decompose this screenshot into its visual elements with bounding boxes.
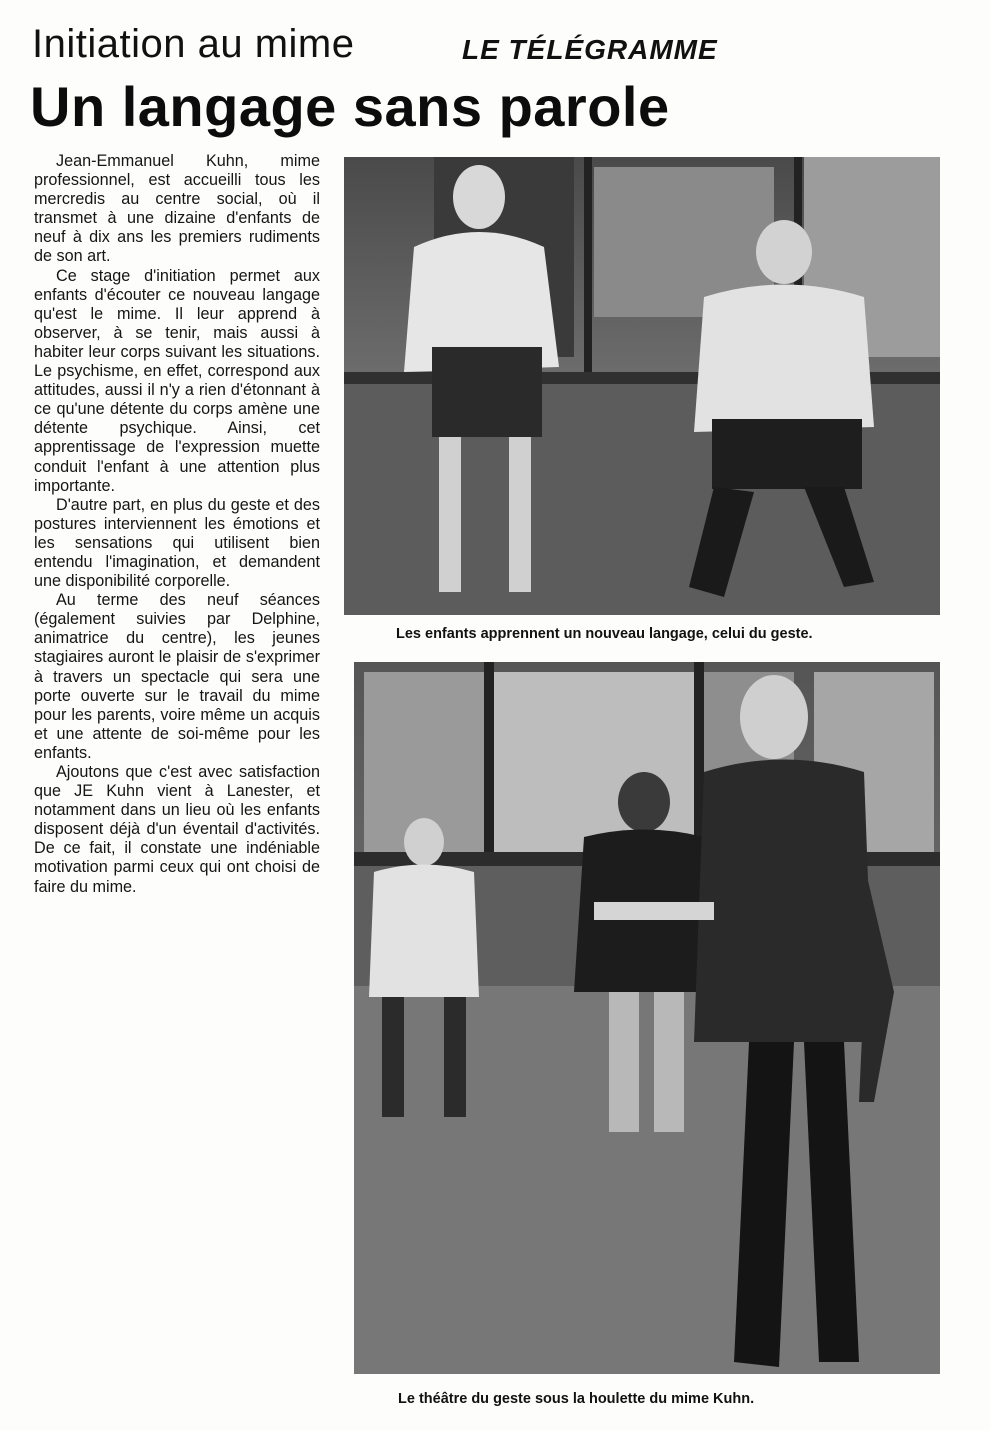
photo-caption-2: Le théâtre du geste sous la houlette du mime Kuhn. xyxy=(398,1391,755,1407)
paragraph-4: Au terme des neuf séances (également suivies par Delphine, animatrice du centre), les jeunes stagiaires auront le plaisir de s'exprimer à travers un spectacle qui sera une porte ouverte sur le travail du mime pour les parents, voire même un acquis et une attente de soi-même pour les enfants. xyxy=(34,591,320,762)
paragraph-5: Ajoutons que c'est avec satisfaction que JE Kuhn vient à Lanester, et notamment dans un lieu où les enfants disposent déjà d'un éventail d'activités. De ce fait, il constate une indéniable motivation parmi ceux qui ont choisi de faire du mime. xyxy=(34,763,320,896)
article-body xyxy=(34,152,320,897)
article-headline: Un langage sans parole xyxy=(30,75,670,138)
photo-caption-1: Les enfants apprennent un nouveau langage, celui du geste. xyxy=(396,626,813,642)
photo-mime-teacher xyxy=(354,662,940,1374)
paragraph-2: Ce stage d'initiation permet aux enfants d'écouter ce nouveau langage qu'est le mime. Il leur apprend à observer, à se tenir, mais aussi à habiter leur corps suivant les situations. Le psychisme, en effet, correspond aux attitudes, aussi il n'y a rien d'étonnant à ce qu'une détente du corps amène une détente psychique. Ainsi, cet apprentissage de l'expression muette conduit l'enfant à une attention plus importante. xyxy=(34,266,320,495)
newspaper-name: LE TÉLÉGRAMME xyxy=(462,34,718,65)
paragraph-1: Jean-Emmanuel Kuhn, mime professionnel, est accueilli tous les mercredis au centre social, où il transmet à une dizaine d'enfants de neuf à dix ans les premiers rudiments de son art. xyxy=(34,152,320,266)
photo-children-miming xyxy=(344,157,940,615)
article-kicker: Initiation au mime xyxy=(32,22,355,66)
paragraph-3: D'autre part, en plus du geste et des postures interviennent les émotions et les sensations qui utilisent bien entendu l'imagination, et demandent une disponibilité corporelle. xyxy=(34,495,320,591)
